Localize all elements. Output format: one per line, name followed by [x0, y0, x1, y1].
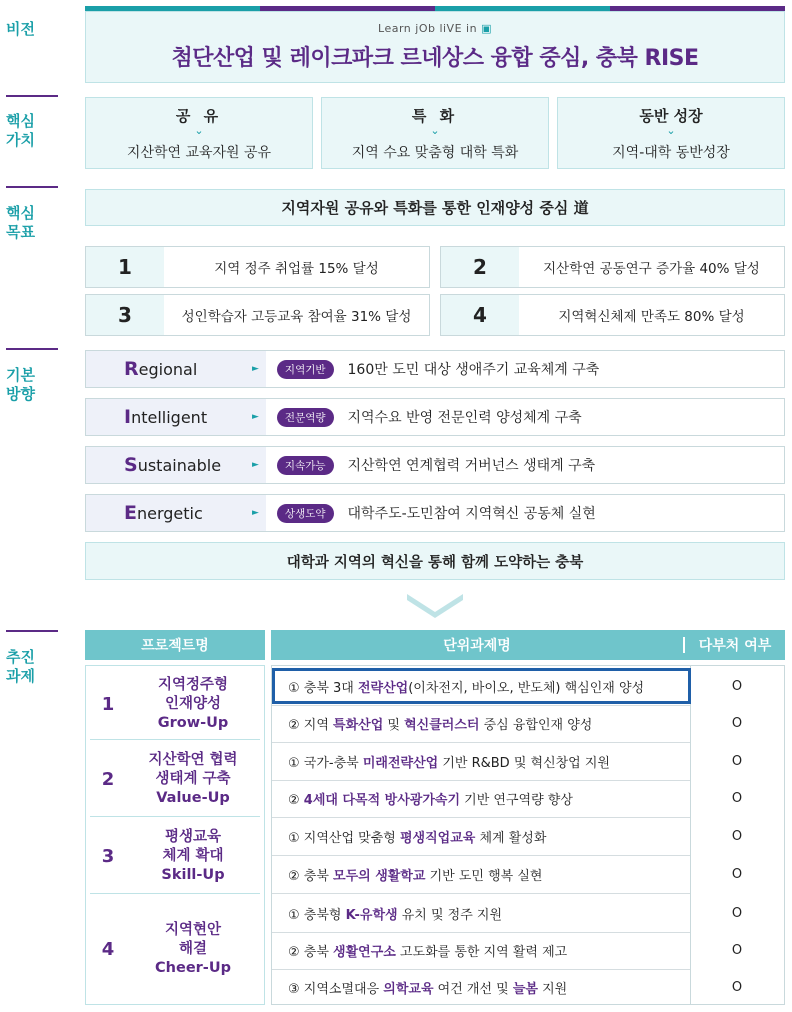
table-row: [272, 818, 784, 855]
direction-tag: 전문역량: [277, 408, 334, 427]
direction-word: I ntelligent: [86, 399, 266, 435]
project-number: 3: [101, 846, 115, 867]
goal-text: 성인학습자 고등교육 참여율 31% 달성: [181, 309, 412, 325]
direction-word: S ustainable: [86, 447, 266, 483]
brand-badge-icon: ▣: [481, 22, 492, 35]
multi-ministry-mark: O: [731, 980, 743, 995]
project-cell-4: [90, 897, 260, 1001]
value-head: 공 유: [175, 106, 223, 125]
direction-text: 160만 도민 대상 생애주기 교육체계 구축: [347, 362, 600, 378]
goal-text: 지산학연 공동연구 증가율 40% 달성: [543, 261, 760, 277]
multi-ministry-mark: O: [731, 867, 743, 882]
value-card-specialize: [321, 97, 549, 169]
project-number: 2: [101, 769, 115, 790]
table-row: [272, 780, 784, 817]
goals-banner-text: 지역자원 공유와 특화를 통한 인재양성 중심 道: [281, 199, 589, 217]
direction-word: E nergetic: [86, 495, 266, 531]
section-divider: [6, 95, 58, 97]
multi-ministry-mark: O: [731, 679, 743, 694]
project-name: 지역정주형 인재양성 Grow-Up: [157, 677, 229, 731]
goal-card-4: [440, 294, 785, 336]
direction-tag: 지속가능: [277, 456, 334, 475]
table-row: [272, 743, 784, 780]
value-card-share: [85, 97, 313, 169]
task-text: ① 충북 3대 전략산업(이차전지, 바이오, 반도체) 핵심인재 양성: [288, 681, 645, 696]
vision-box: [85, 11, 785, 83]
task-text: ② 지역 특화산업 및 혁신클러스터 중심 융합인재 양성: [288, 718, 593, 733]
table-row: [272, 932, 784, 969]
multi-ministry-mark: O: [731, 829, 743, 844]
goal-card-2: [440, 246, 785, 288]
task-text: ① 충북형 K-유학생 유치 및 정주 지원: [288, 908, 503, 923]
arrow-right-icon: ►: [252, 412, 259, 422]
chevron-down-icon: ⌄: [430, 123, 440, 137]
table-header-task-group: [271, 630, 785, 660]
direction-row-intelligent: [85, 398, 785, 436]
task-text: ① 국가-충북 미래전략산업 기반 R&BD 및 혁신창업 지원: [288, 756, 610, 771]
value-body: 지산학연 교육자원 공유: [126, 144, 272, 161]
task-text: ② 충북 모두의 생활학교 기반 도민 행복 실현: [288, 869, 543, 884]
direction-word: R egional: [86, 351, 266, 387]
row-divider: [272, 893, 690, 894]
goals-banner: [85, 189, 785, 226]
table-header-multi: 다부처 여부: [698, 638, 772, 654]
goal-number: 4: [473, 303, 487, 327]
direction-tag: 상생도약: [277, 504, 334, 523]
table-row: [272, 705, 784, 742]
project-number: 1: [101, 694, 115, 715]
multi-ministry-mark: O: [731, 754, 743, 769]
value-card-growth: [557, 97, 785, 169]
task-text: ② 4세대 다목적 방사광가속기 기반 연구역량 향상: [288, 793, 573, 808]
section-label-directions: 기본 방향: [6, 366, 35, 403]
project-name: 평생교육 체계 확대 Skill-Up: [161, 829, 225, 883]
multi-ministry-mark: O: [731, 943, 743, 958]
section-divider: [6, 186, 58, 188]
task-text: ① 지역산업 맞춤형 평생직업교육 체계 활성화: [288, 831, 547, 846]
vision-brand: Learn jOb liVE in ▣: [378, 22, 492, 35]
direction-tag: 지역기반: [277, 360, 334, 379]
section-divider: [6, 348, 58, 350]
value-body: 지역-대학 동반성장: [612, 144, 730, 161]
multi-ministry-mark: O: [731, 791, 743, 806]
directions-summary-text: 대학과 지역의 혁신을 통해 함께 도약하는 충북: [286, 554, 584, 571]
section-label-tasks: 추진 과제: [6, 648, 35, 685]
direction-row-sustainable: [85, 446, 785, 484]
task-text: ② 충북 생활연구소 고도화를 통한 지역 활력 제고: [288, 945, 568, 960]
chevron-down-icon: ⌄: [194, 123, 204, 137]
goal-text: 지역 정주 취업률 15% 달성: [214, 261, 379, 277]
multi-ministry-mark: O: [731, 906, 743, 921]
direction-text: 대학주도-도민참여 지역혁신 공동체 실현: [347, 506, 596, 522]
table-row: [272, 969, 784, 1006]
arrow-right-icon: ►: [252, 508, 259, 518]
vision-title: 첨단산업 및 레이크파크 르네상스 융합 중심, 충북 RISE: [171, 46, 699, 71]
directions-summary: [85, 542, 785, 580]
down-arrow-icon: [405, 592, 465, 618]
project-cell-2: [90, 743, 260, 817]
value-head: 특 화: [411, 106, 459, 125]
goal-number: 3: [118, 303, 132, 327]
project-cell-3: [90, 820, 260, 894]
project-name: 지산학연 협력 생태계 구축 Value-Up: [148, 752, 238, 806]
arrow-right-icon: ►: [252, 364, 259, 374]
highlight-frame: [272, 668, 691, 704]
value-body: 지역 수요 맞춤형 대학 특화: [351, 144, 519, 161]
chevron-down-icon: ⌄: [666, 123, 676, 137]
section-label-core-goals: 핵심 목표: [6, 204, 35, 241]
section-label-core-values: 핵심 가치: [6, 112, 35, 149]
direction-row-regional: [85, 350, 785, 388]
goal-text: 지역혁신체제 만족도 80% 달성: [558, 309, 745, 325]
direction-row-energetic: [85, 494, 785, 532]
project-name: 지역현안 해결 Cheer-Up: [155, 921, 231, 976]
table-row: [272, 856, 784, 893]
project-number: 4: [101, 938, 115, 960]
task-text: ③ 지역소멸대응 의학교육 여건 개선 및 늘봄 지원: [288, 982, 568, 997]
goal-number: 2: [473, 255, 487, 279]
arrow-right-icon: ►: [252, 460, 259, 470]
goal-number: 1: [118, 255, 132, 279]
goal-card-3: [85, 294, 430, 336]
multi-ministry-mark: O: [731, 716, 743, 731]
section-label-vision: 비전: [6, 20, 35, 38]
project-cell-1: [90, 670, 260, 740]
direction-text: 지산학연 연계협력 거버넌스 생태계 구축: [347, 458, 596, 474]
table-header-project: 프로젝트명: [85, 630, 265, 660]
goal-card-1: [85, 246, 430, 288]
table-header-task: 단위과제명: [443, 638, 511, 654]
section-divider: [6, 630, 58, 632]
direction-text: 지역수요 반영 전문인력 양성체계 구축: [347, 410, 582, 426]
value-head: 동반 성장: [639, 106, 703, 125]
table-row: [272, 895, 784, 932]
